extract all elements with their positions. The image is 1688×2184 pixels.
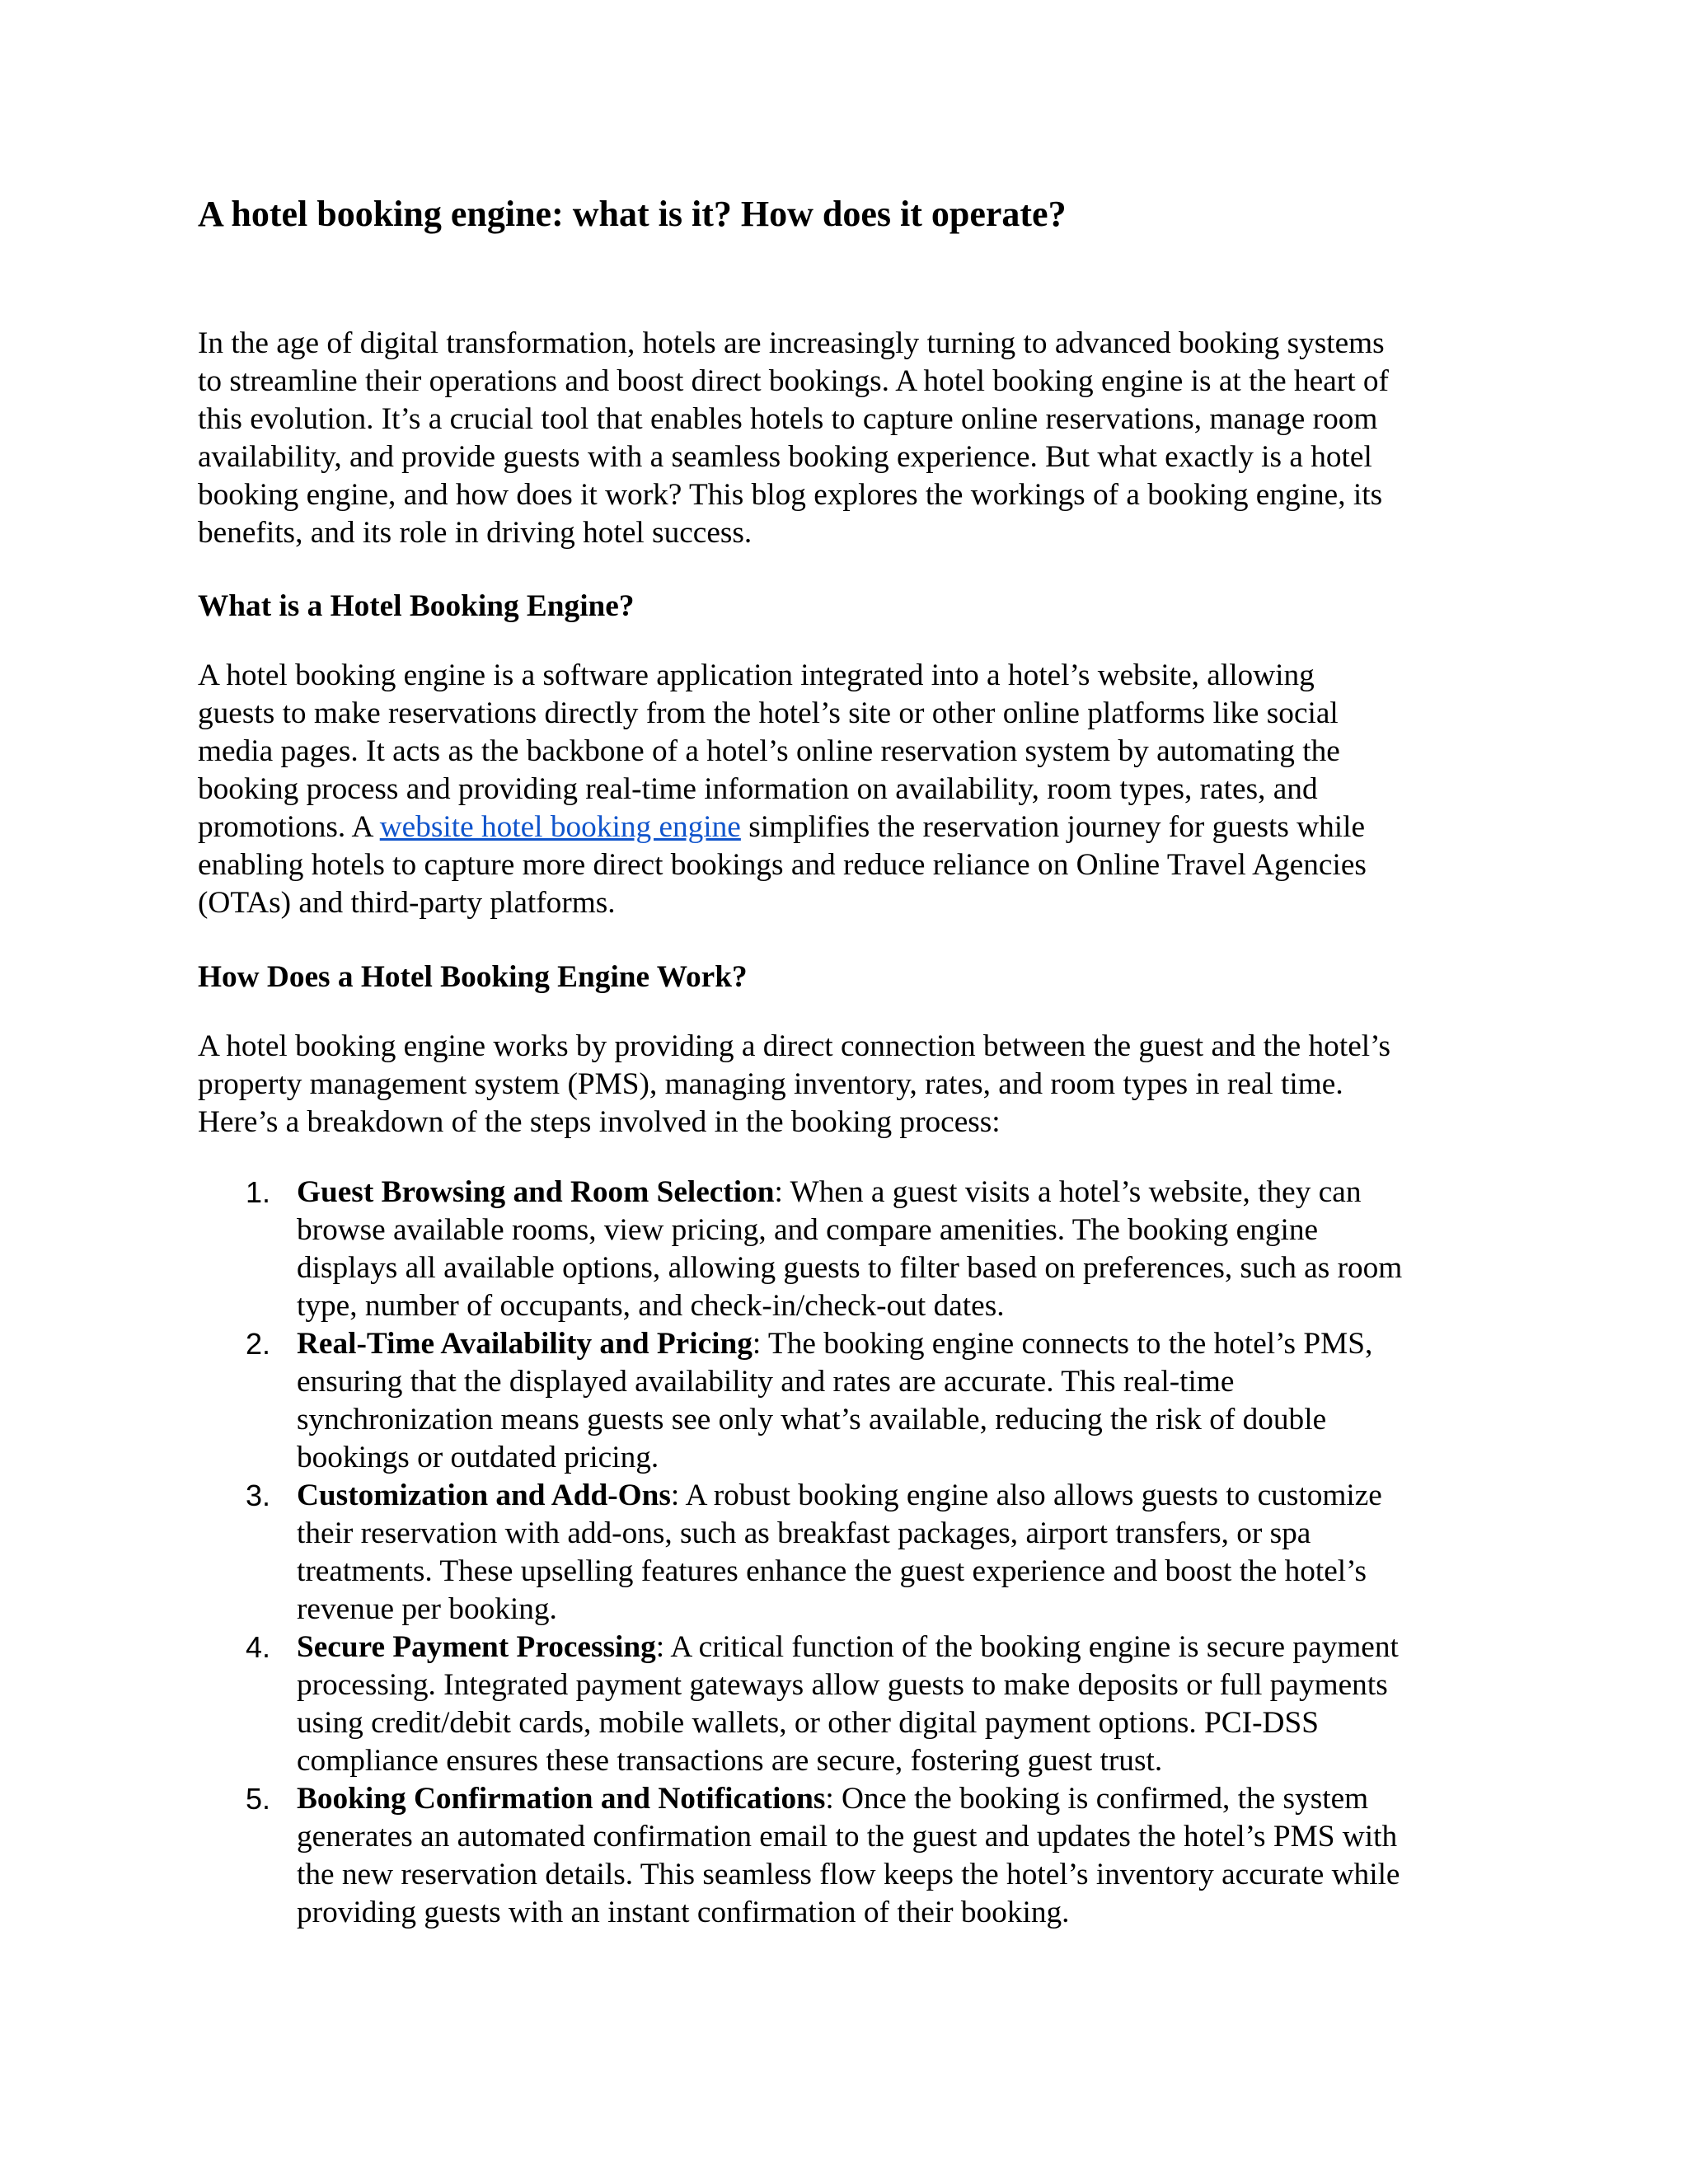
section-heading-how-works: How Does a Hotel Booking Engine Work? <box>198 960 748 994</box>
paragraph-line: property management system (PMS), managing inventory, rates, and room types in real time. <box>198 1067 1343 1101</box>
intro-line: this evolution. It’s a crucial tool that enables hotels to capture online reservations, manage room <box>198 402 1378 436</box>
link-line-suffix: simplifies the reservation journey for guests while <box>740 810 1366 844</box>
paragraph-line: enabling hotels to capture more direct bookings and reduce reliance on Online Travel Agencies <box>198 848 1367 882</box>
step-text: : A robust booking engine also allows guests to customize <box>670 1479 1382 1512</box>
step-first-line <box>297 1780 1500 1818</box>
section-how-works-paragraph <box>198 1028 1500 1141</box>
list-number: 4. <box>246 1630 271 1664</box>
paragraph-line-with-link <box>198 808 1500 846</box>
paragraph-line: (OTAs) and third-party platforms. <box>198 886 616 920</box>
intro-line: to streamline their operations and boost direct bookings. A hotel booking engine is at the heart of <box>198 364 1389 398</box>
step-text: : Once the booking is confirmed, the system <box>825 1782 1369 1816</box>
step-line: using credit/debit cards, mobile wallets, or other digital payment options. PCI-DSS <box>297 1706 1319 1740</box>
list-item <box>198 1780 1500 1932</box>
paragraph-line: booking process and providing real-time information on availability, room types, rates, and <box>198 772 1318 806</box>
section-what-is-paragraph <box>198 657 1500 922</box>
step-title: Guest Browsing and Room Selection <box>297 1175 775 1209</box>
step-line: ensuring that the displayed availability and rates are accurate. This real-time <box>297 1365 1235 1399</box>
intro-line: In the age of digital transformation, hotels are increasingly turning to advanced booking systems <box>198 326 1385 360</box>
step-line: compliance ensures these transactions are secure, fostering guest trust. <box>297 1744 1163 1778</box>
step-line: processing. Integrated payment gateways allow guests to make deposits or full payments <box>297 1668 1388 1702</box>
step-line: providing guests with an instant confirmation of their booking. <box>297 1896 1070 1929</box>
step-line: displays all available options, allowing guests to filter based on preferences, such as room <box>297 1251 1403 1285</box>
intro-line: availability, and provide guests with a seamless booking experience. But what exactly is a hotel <box>198 440 1372 474</box>
intro-paragraph <box>198 325 1500 552</box>
list-item <box>198 1174 1500 1325</box>
step-line: the new reservation details. This seamless flow keeps the hotel’s inventory accurate while <box>297 1858 1400 1891</box>
list-number: 5. <box>246 1782 271 1816</box>
step-title: Customization and Add-Ons <box>297 1479 671 1512</box>
paragraph-line: A hotel booking engine is a software application integrated into a hotel’s website, allowing <box>198 658 1315 692</box>
intro-line: booking engine, and how does it work? This blog explores the workings of a booking engine, its <box>198 478 1383 512</box>
step-text: : When a guest visits a hotel’s website, they can <box>774 1175 1362 1209</box>
paragraph-line: A hotel booking engine works by providing a direct connection between the guest and the hotel’s <box>198 1029 1390 1063</box>
paragraph-line: guests to make reservations directly from the hotel’s site or other online platforms like social <box>198 696 1339 730</box>
booking-steps-list <box>198 1174 1500 1932</box>
list-number: 2. <box>246 1327 271 1361</box>
link-line-prefix: promotions. A <box>198 810 380 844</box>
step-line: revenue per booking. <box>297 1592 557 1626</box>
intro-line: benefits, and its role in driving hotel success. <box>198 516 753 550</box>
step-line: generates an automated confirmation email to the guest and updates the hotel’s PMS with <box>297 1820 1398 1854</box>
step-line: their reservation with add-ons, such as breakfast packages, airport transfers, or spa <box>297 1516 1311 1550</box>
document-title: A hotel booking engine: what is it? How does it operate? <box>198 194 1067 234</box>
step-first-line <box>297 1629 1500 1666</box>
step-title: Real-Time Availability and Pricing <box>297 1327 753 1361</box>
list-item <box>198 1325 1500 1477</box>
section-heading-what-is: What is a Hotel Booking Engine? <box>198 589 635 623</box>
step-first-line <box>297 1174 1500 1212</box>
step-title: Secure Payment Processing <box>297 1630 656 1664</box>
step-first-line <box>297 1325 1500 1363</box>
step-first-line <box>297 1477 1500 1515</box>
step-title: Booking Confirmation and Notifications <box>297 1782 826 1816</box>
paragraph-line: media pages. It acts as the backbone of a hotel’s online reservation system by automating the <box>198 734 1340 768</box>
step-line: browse available rooms, view pricing, and compare amenities. The booking engine <box>297 1213 1319 1247</box>
step-text: : The booking engine connects to the hotel’s PMS, <box>752 1327 1373 1361</box>
list-item <box>198 1477 1500 1629</box>
step-line: type, number of occupants, and check-in/check-out dates. <box>297 1289 1005 1323</box>
step-line: treatments. These upselling features enhance the guest experience and boost the hotel’s <box>297 1554 1367 1588</box>
list-number: 1. <box>246 1175 271 1209</box>
step-text: : A critical function of the booking engine is secure payment <box>655 1630 1399 1664</box>
list-number: 3. <box>246 1479 271 1512</box>
paragraph-line: Here’s a breakdown of the steps involved in the booking process: <box>198 1105 1001 1139</box>
list-item <box>198 1629 1500 1780</box>
step-line: synchronization means guests see only what’s available, reducing the risk of double <box>297 1403 1327 1436</box>
website-hotel-booking-engine-link[interactable]: website hotel booking engine <box>379 810 741 844</box>
step-line: bookings or outdated pricing. <box>297 1441 659 1474</box>
